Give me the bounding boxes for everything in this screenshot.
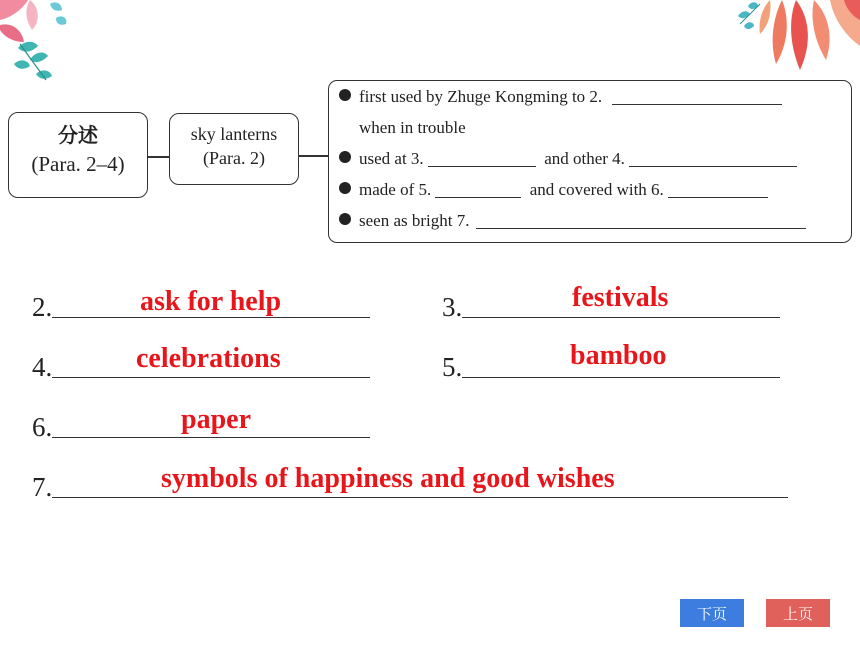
- answer-text-7: symbols of happiness and good wishes: [161, 463, 615, 494]
- bullet-dot-icon: [339, 213, 351, 225]
- previous-page-button[interactable]: 上页: [766, 599, 830, 627]
- blank-5: [435, 181, 521, 198]
- bullet-item: [339, 211, 806, 231]
- bullet-continuation: [359, 118, 466, 138]
- sky-lanterns-box: [169, 113, 299, 185]
- answer-number: 2.: [32, 292, 53, 322]
- bullet-dot-icon: [339, 151, 351, 163]
- floral-decoration-top-right: [730, 0, 860, 75]
- overview-title: 分述: [58, 123, 98, 147]
- connector-line: [147, 156, 169, 158]
- bullet-dot-icon: [339, 182, 351, 194]
- overview-para: (Para. 2–4): [31, 152, 125, 176]
- bullet-text: seen as bright 7.: [359, 211, 470, 230]
- blank-3: [428, 150, 536, 167]
- answer-text-4: celebrations: [136, 343, 281, 374]
- answer-number: 7.: [32, 472, 53, 502]
- bullet-item: [339, 149, 797, 169]
- blank-2: [612, 88, 782, 105]
- blank-4: [629, 150, 797, 167]
- bullet-text: made of 5.: [359, 180, 432, 199]
- bullet-text: first used by Zhuge Kongming to 2.: [359, 87, 603, 106]
- answer-text-3: festivals: [572, 282, 669, 313]
- answer-number: 4.: [32, 352, 53, 382]
- connector-line: [298, 155, 329, 157]
- bullet-dot-icon: [339, 89, 351, 101]
- overview-box: [8, 112, 148, 198]
- bullet-text: and covered with 6.: [529, 180, 664, 199]
- bullet-text: and other 4.: [544, 149, 625, 168]
- answer-text-6: paper: [181, 404, 251, 435]
- blank-6: [668, 181, 768, 198]
- floral-decoration-top-left: [0, 0, 90, 90]
- section-para: (Para. 2): [203, 148, 265, 168]
- answer-number: 5.: [442, 352, 463, 382]
- bullet-item: [339, 180, 768, 200]
- answer-text-5: bamboo: [570, 340, 667, 371]
- answer-number: 3.: [442, 292, 463, 322]
- bullet-item: [339, 87, 782, 107]
- bullet-text: when in trouble: [359, 118, 466, 137]
- section-title: sky lanterns: [190, 124, 278, 144]
- details-box: [328, 80, 852, 243]
- blank-7: [476, 212, 806, 229]
- answer-text-2: ask for help: [140, 286, 282, 317]
- answer-number: 6.: [32, 412, 53, 442]
- bullet-text: used at 3.: [359, 149, 424, 168]
- next-page-button[interactable]: 下页: [680, 599, 744, 627]
